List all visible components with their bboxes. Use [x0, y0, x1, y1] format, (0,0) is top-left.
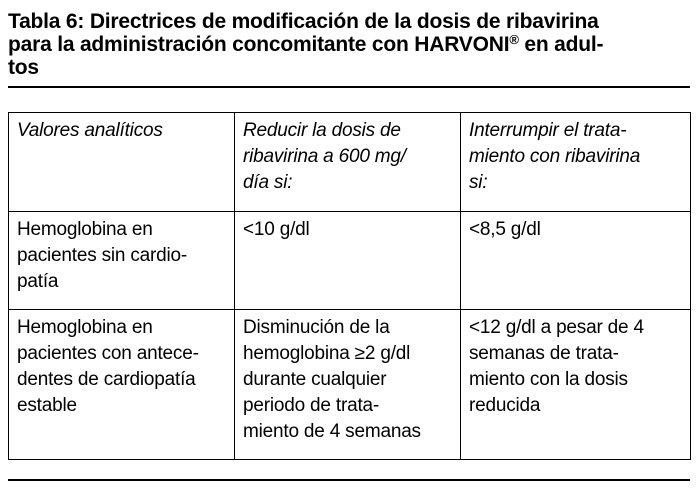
- header-cell-reduce-dose: [235, 113, 461, 212]
- cell-line: Interrumpir el trata-: [469, 120, 627, 141]
- title-line: Tabla 6: Directrices de modificación de la dosis de ribavirina: [8, 10, 599, 33]
- cell-line: semanas de trata-: [469, 343, 619, 364]
- title-line: tos: [8, 56, 39, 79]
- cell-line: Valores analíticos: [17, 120, 163, 141]
- cell-line: <10 g/dl: [243, 219, 310, 240]
- cell-line: Hemoglobina en: [17, 219, 153, 240]
- cell-line: miento con ribavirina: [469, 146, 641, 167]
- registered-mark: ®: [509, 32, 519, 47]
- table-row: [9, 212, 691, 310]
- cell-line: reducida: [469, 395, 541, 416]
- header-cell-interrupt: [461, 113, 691, 212]
- title-line: [8, 33, 690, 56]
- table-cell: [9, 310, 235, 460]
- dose-guidelines-table: [8, 112, 691, 460]
- cell-line: estable: [17, 395, 77, 416]
- cell-line: si:: [469, 172, 488, 193]
- table-cell: [235, 310, 461, 460]
- cell-line: miento con la dosis: [469, 369, 628, 390]
- table-cell: [461, 212, 691, 310]
- cell-line: <8,5 g/dl: [469, 219, 541, 240]
- cell-line: Reducir la dosis de: [243, 120, 401, 141]
- cell-line: durante cualquier: [243, 369, 387, 390]
- cell-line: patía: [17, 271, 59, 292]
- cell-line: Disminución de la: [243, 317, 390, 338]
- table-cell: [461, 310, 691, 460]
- cell-line: miento de 4 semanas: [243, 421, 421, 442]
- cell-line: dentes de cardiopatía: [17, 369, 196, 390]
- title-text: en adul-: [518, 33, 604, 56]
- header-cell-lab-values: [9, 113, 235, 212]
- header-row: [9, 113, 691, 212]
- table-title: [8, 10, 690, 79]
- cell-line: Hemoglobina en: [17, 317, 153, 338]
- table-row: [9, 310, 691, 460]
- top-rule: [8, 86, 690, 88]
- cell-line: pacientes con antece-: [17, 343, 199, 364]
- table-cell: [9, 212, 235, 310]
- title-text: para la administración concomitante con HARVONI: [8, 33, 510, 56]
- cell-line: ribavirina a 600 mg/: [243, 146, 406, 167]
- cell-line: <12 g/dl a pesar de 4: [469, 317, 644, 338]
- cell-line: hemoglobina ≥2 g/dl: [243, 343, 411, 364]
- cell-line: pacientes sin cardio-: [17, 245, 188, 266]
- bottom-rule: [8, 479, 690, 481]
- cell-line: día si:: [243, 172, 293, 193]
- table-cell: [235, 212, 461, 310]
- cell-line: periodo de trata-: [243, 395, 380, 416]
